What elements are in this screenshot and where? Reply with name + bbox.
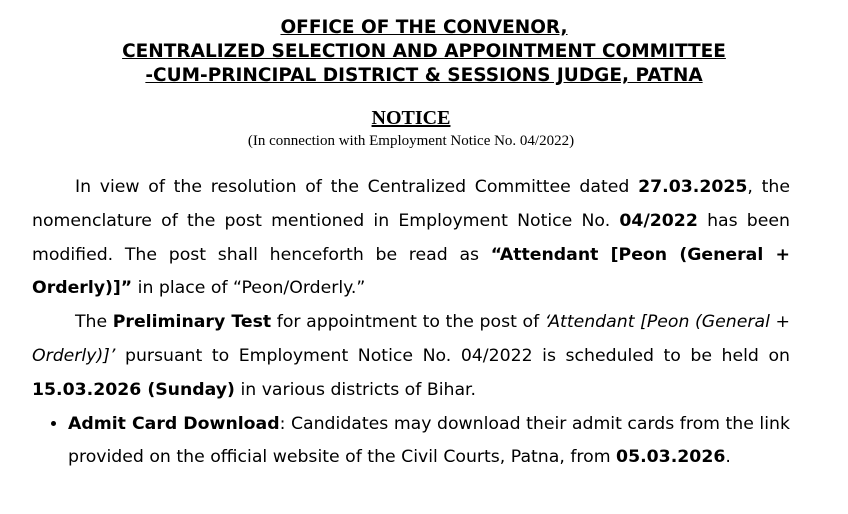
text: .	[725, 447, 731, 468]
text: in place of “Peon/Orderly.”	[132, 278, 366, 299]
resolution-date: 27.03.2025	[638, 177, 748, 197]
paragraph-preliminary-test	[32, 306, 790, 407]
text: The	[75, 312, 113, 333]
admit-card-label: Admit Card Download	[68, 413, 280, 434]
notice-body	[32, 171, 790, 475]
text: In view of the resolution of the Centralized Committee dated	[75, 177, 639, 197]
notice-title: NOTICE	[371, 107, 451, 129]
header-line-2: CENTRALIZED SELECTION AND APPOINTMENT COMMITTEE	[122, 41, 726, 62]
text: has been modified. The post shall henceforth be read as	[32, 210, 790, 265]
notice-subtitle: (In connection with Employment Notice No. 04/2022)	[247, 133, 575, 149]
text: pursuant to Employment Notice No. 04/2022 is scheduled to be held on	[115, 345, 790, 366]
post-name: ‘Attendant [Peon (General + Orderly)]’	[32, 312, 790, 366]
text: , the nomenclature of the post mentioned in Employment Notice No.	[32, 177, 790, 231]
text: : Candidates may download their admit cards from the link provided on the official website of the Civil Courts, Patna, from	[68, 413, 790, 468]
header-line-1: OFFICE OF THE CONVENOR,	[280, 17, 568, 38]
admit-card-date: 05.03.2026	[616, 447, 726, 468]
bullet-list	[32, 408, 790, 476]
notice-number: 04/2022	[619, 210, 698, 231]
text: for appointment to the post of	[271, 312, 545, 333]
preliminary-test-label: Preliminary Test	[112, 312, 272, 333]
text: in various districts of Bihar.	[234, 379, 477, 400]
exam-date: 15.03.2026 (Sunday)	[32, 379, 235, 400]
bullet-admit-card	[68, 408, 790, 476]
paragraph-resolution	[32, 171, 790, 306]
header-line-3: -CUM-PRINCIPAL DISTRICT & SESSIONS JUDGE, PATNA	[145, 65, 703, 86]
new-post-name: “Attendant [Peon (General + Orderly)]”	[32, 244, 790, 299]
